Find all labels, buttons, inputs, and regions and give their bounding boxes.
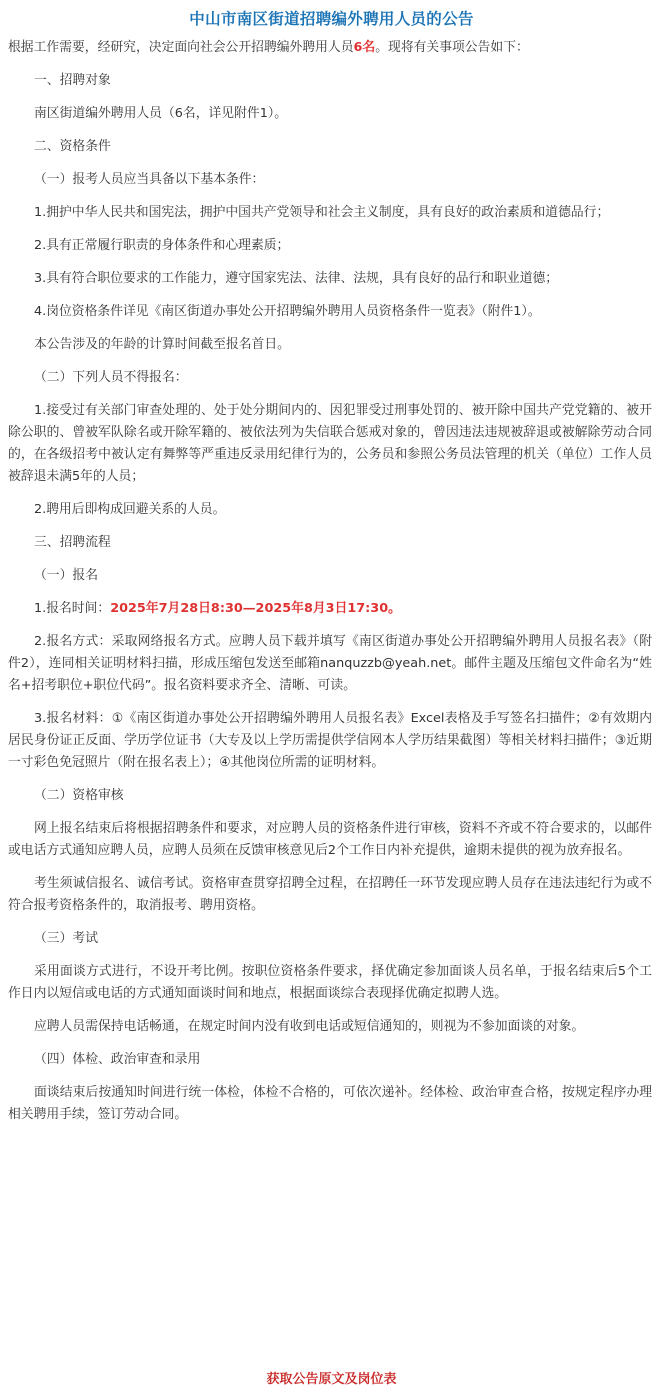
body-paragraph: 面谈结束后按通知时间进行统一体检，体检不合格的，可依次递补。经体检、政治审查合格，按规定程序办理相关聘用手续，签订劳动合同。 xyxy=(8,1085,652,1122)
get-announcement-link[interactable]: 获取公告原文及岗位表 xyxy=(266,1372,397,1387)
section-heading: 三、招聘流程 xyxy=(34,535,111,550)
body-paragraph: 3.具有符合职位要求的工作能力，遵守国家宪法、法律、法规，具有良好的品行和职业道德； xyxy=(34,271,559,286)
registration-time-paragraph xyxy=(8,598,652,620)
intro-highlight: 6名 xyxy=(353,40,376,55)
body-paragraph: 2.具有正常履行职责的身体条件和心理素质； xyxy=(34,238,290,253)
subsection-heading: （三）考试 xyxy=(34,931,98,946)
body-paragraph: 应聘人员需保持电话畅通，在规定时间内没有收到电话或短信通知的，则视为不参加面谈的对象。 xyxy=(34,1019,585,1034)
intro-paragraph xyxy=(8,37,652,59)
body-paragraph: 4.岗位资格条件详见《南区街道办事处公开招聘编外聘用人员资格条件一览表》（附件1）。 xyxy=(34,304,541,319)
body-paragraph: 考生须诚信报名、诚信考试。资格审查贯穿招聘全过程，在招聘任一环节发现应聘人员存在违法违纪行为或不符合报考资格条件的，取消报考、聘用资格。 xyxy=(8,876,652,913)
body-paragraph: 3.报名材料：①《南区街道办事处公开招聘编外聘用人员报名表》Excel表格及手写签名扫描件；②有效期内居民身份证正反面、学历学位证书（大专及以上学历需提供学信网本人学历结果截图）等相关材料扫描件；③近期一寸彩色免冠照片（附在报名表上）；④其他岗位所需的证明材料。 xyxy=(8,711,652,770)
page-title: 中山市南区街道招聘编外聘用人员的公告 xyxy=(189,10,474,28)
section-heading: 一、招聘对象 xyxy=(34,73,111,88)
body-paragraph: 南区街道编外聘用人员（6名，详见附件1）。 xyxy=(34,106,288,121)
body-paragraph: 2.报名方式：采取网络报名方式。应聘人员下载并填写《南区街道办事处公开招聘编外聘用人员报名表》（附件2），连同相关证明材料扫描，形成压缩包发送至邮箱nanquzzb@yeah.net。邮件主题及压缩包文件命名为“姓名+招考职位+职位代码”。报名资料要求齐全、清晰、可读。 xyxy=(8,634,652,693)
subsection-heading: （一）报名 xyxy=(34,568,98,583)
body-paragraph: 本公告涉及的年龄的计算时间截至报名首日。 xyxy=(34,337,290,352)
body-paragraph: 2.聘用后即构成回避关系的人员。 xyxy=(34,502,226,517)
subsection-heading: （一）报考人员应当具备以下基本条件： xyxy=(34,172,265,187)
body-paragraph: 1.接受过有关部门审查处理的、处于处分期间内的、因犯罪受过刑事处罚的、被开除中国共产党党籍的、被开除公职的、曾被军队除名或开除军籍的、被依法列为失信联合惩戒对象的，曾因违法违规被辞退或被解除劳动合同的，在各级招考中被认定有舞弊等严重违反录用纪律行为的，公务员和参照公务员法管理的机关（单位）工作人员被辞退未满5年的人员； xyxy=(8,403,652,484)
body-paragraph: 采用面谈方式进行，不设开考比例。按职位资格条件要求，择优确定参加面谈人员名单，于报名结束后5个工作日内以短信或电话的方式通知面谈时间和地点，根据面谈综合表现择优确定拟聘人选。 xyxy=(8,964,652,1001)
subsection-heading: （四）体检、政治审查和录用 xyxy=(34,1052,201,1067)
subsection-heading: （二）下列人员不得报名： xyxy=(34,370,188,385)
registration-time-value: 2025年7月28日8:30—2025年8月3日17:30 xyxy=(110,601,389,616)
registration-time-label: 1.报名时间： xyxy=(34,601,111,616)
registration-time-end: 。 xyxy=(388,601,401,616)
subsection-heading: （二）资格审核 xyxy=(34,788,124,803)
intro-text: 根据工作需要，经研究，决定面向社会公开招聘编外聘用人员 xyxy=(8,40,354,55)
section-heading: 二、资格条件 xyxy=(34,139,111,154)
body-paragraph: 1.拥护中华人民共和国宪法，拥护中国共产党领导和社会主义制度，具有良好的政治素质和道德品行； xyxy=(34,205,610,220)
announcement-body xyxy=(8,37,652,1137)
intro-text-end: 。现将有关事项公告如下： xyxy=(375,40,529,55)
body-paragraph: 网上报名结束后将根据招聘条件和要求，对应聘人员的资格条件进行审核，资料不齐或不符合要求的，以邮件或电话方式通知应聘人员，应聘人员须在反馈审核意见后2个工作日内补充提供，逾期未提供的视为放弃报名。 xyxy=(8,821,652,858)
